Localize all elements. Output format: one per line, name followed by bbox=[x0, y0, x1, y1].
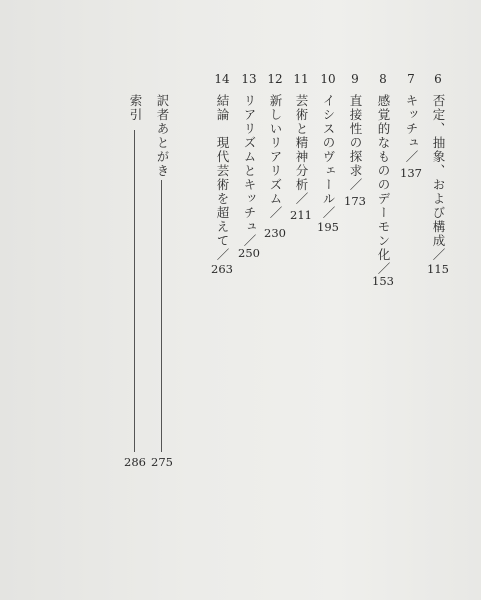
chapter-number: 10 bbox=[320, 72, 336, 86]
chapter-page: 153 bbox=[372, 274, 394, 288]
chapter-page: 173 bbox=[344, 194, 366, 208]
chapter-number: 8 bbox=[379, 72, 387, 86]
chapter-number: 9 bbox=[351, 72, 359, 86]
chapter-number: 12 bbox=[267, 72, 283, 86]
chapter-number: 7 bbox=[407, 72, 415, 86]
chapter-number: 14 bbox=[214, 72, 230, 86]
chapter-title: 新しいリアリズム／ bbox=[268, 94, 283, 220]
chapter-title: 結論 現代芸術を超えて／ bbox=[215, 94, 230, 262]
chapter-number: 13 bbox=[241, 72, 257, 86]
index-page: 286 bbox=[124, 455, 146, 469]
chapter-number: 11 bbox=[293, 72, 309, 86]
afterword-title: 訳者あとがき bbox=[155, 94, 170, 178]
index-title: 索引 bbox=[128, 94, 143, 122]
chapter-title: 否定、抽象、および構成／ bbox=[431, 94, 446, 262]
chapter-page: 230 bbox=[264, 226, 286, 240]
afterword-page: 275 bbox=[151, 455, 173, 469]
chapter-title: キッチュ／ bbox=[404, 94, 419, 164]
chapter-page: 195 bbox=[317, 220, 339, 234]
chapter-title: イシスのヴェール／ bbox=[321, 94, 336, 220]
chapter-title: リアリズムとキッチュ／ bbox=[242, 94, 257, 248]
chapter-page: 115 bbox=[427, 262, 449, 276]
chapter-page: 211 bbox=[290, 208, 312, 222]
chapter-page: 250 bbox=[238, 246, 260, 260]
chapter-page: 137 bbox=[400, 166, 422, 180]
leader-line bbox=[161, 180, 162, 452]
chapter-number: 6 bbox=[434, 72, 442, 86]
chapter-page: 263 bbox=[211, 262, 233, 276]
leader-line bbox=[134, 130, 135, 452]
chapter-title: 芸術と精神分析／ bbox=[294, 94, 309, 206]
chapter-title: 感覚的なもののデーモン化／ bbox=[376, 94, 391, 276]
chapter-title: 直接性の探求／ bbox=[348, 94, 363, 192]
